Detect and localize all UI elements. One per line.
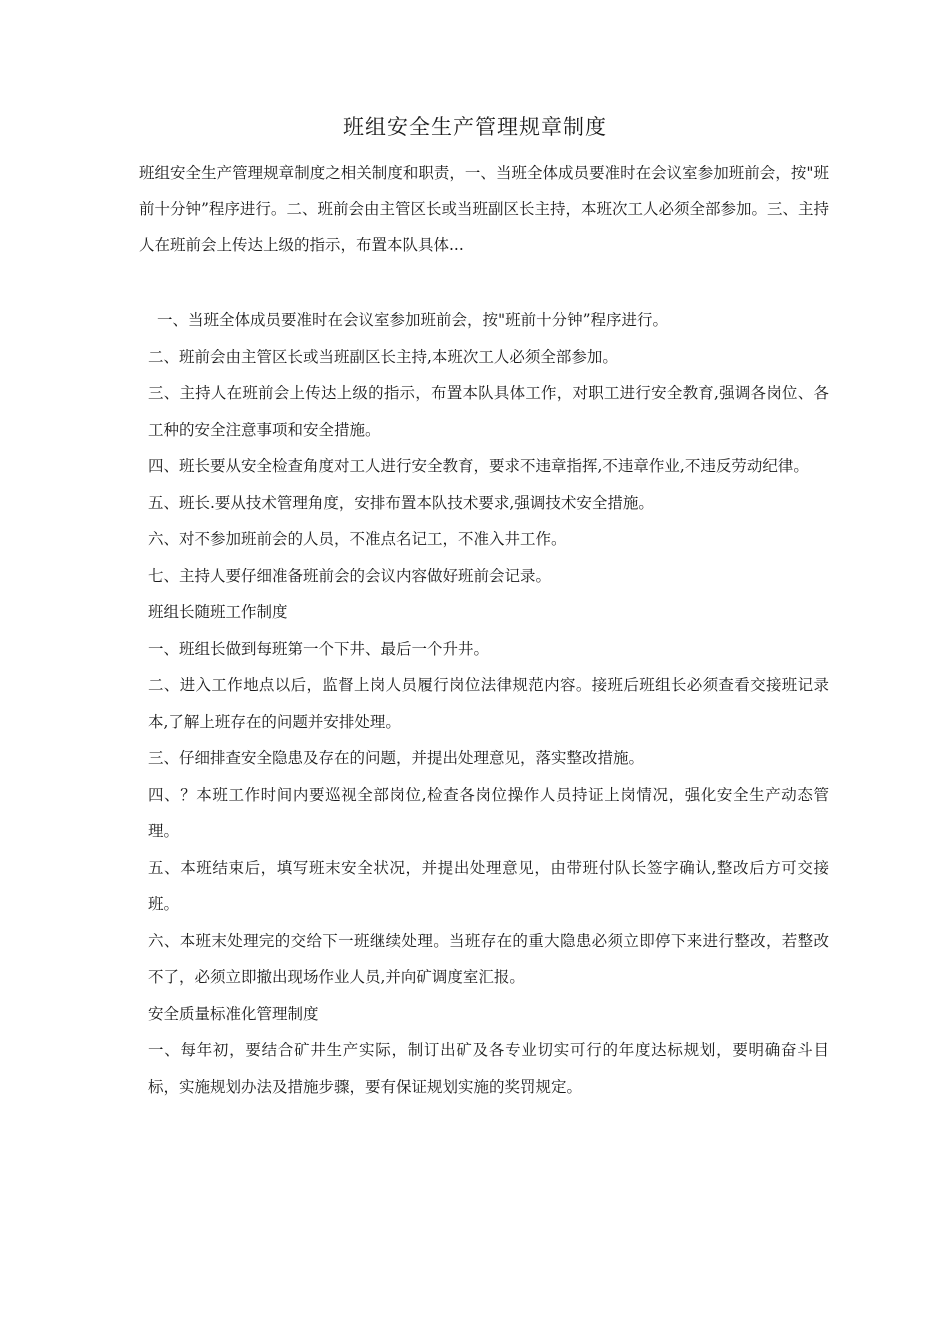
paragraph: 三、仔细排查安全隐患及存在的问题，并提出处理意见，落实整改措施。 [148, 749, 645, 767]
document-summary: 班组安全生产管理规章制度之相关制度和职责，一、当班全体成员要准时在会议室参加班前会，按"班前十分钟”程序进行。二、班前会由主管区长或当班副区长主持，本班次工人必须全部参加。三、主持人在班前会上传达上级的指示，布置本队具体... [139, 164, 829, 254]
paragraph: 六、本班末处理完的交给下一班继续处理。当班存在的重大隐患必须立即停下来进行整改，若整改不了，必须立即撤出现场作业人员,并向矿调度室汇报。 [148, 931, 829, 986]
paragraph: 七、主持人要仔细准备班前会的会议内容做好班前会记录。 [148, 566, 552, 585]
paragraph: 一、每年初，要结合矿井生产实际，制订出矿及各专业切实可行的年度达标规划，要明确奋斗目标，实施规划办法及措施步骤，要有保证规划实施的奖罚规定。 [148, 1041, 829, 1096]
section-heading: 安全质量标准化管理制度 [148, 1004, 319, 1023]
paragraph: 四、？本班工作时间内要巡视全部岗位,检查各岗位操作人员持证上岗情况，强化安全生产动态管理。 [148, 785, 829, 840]
paragraph: 四、班长要从安全检查角度对工人进行安全教育，要求不违章指挥,不违章作业,不违反劳动纪律。 [148, 457, 809, 475]
document-title: 班组安全生产管理规章制度 [343, 115, 607, 139]
document-body [139, 302, 829, 1105]
section-heading: 班组长随班工作制度 [148, 603, 288, 621]
paragraph: 一、当班全体成员要准时在会议室参加班前会，按"班前十分钟”程序进行。 [157, 311, 669, 329]
paragraph: 五、本班结束后，填写班末安全状况，并提出处理意见，由带班付队长签字确认,整改后方可交接班。 [148, 858, 829, 913]
paragraph: 六、对不参加班前会的人员，不准点名记工，不准入井工作。 [148, 530, 567, 548]
paragraph: 二、进入工作地点以后，监督上岗人员履行岗位法律规范内容。接班后班组长必须查看交接班记录本,了解上班存在的问题并安排处理。 [148, 676, 829, 731]
paragraph: 五、班长.要从技术管理角度，安排布置本队技术要求,强调技术安全措施。 [148, 493, 654, 512]
paragraph: 三、主持人在班前会上传达上级的指示，布置本队具体工作，对职工进行安全教育,强调各岗位、各工种的安全注意事项和安全措施。 [148, 384, 829, 439]
paragraph: 二、班前会由主管区长或当班副区长主持,本班次工人必须全部参加。 [148, 347, 618, 366]
paragraph: 一、班组长做到每班第一个下井、最后一个升井。 [148, 639, 490, 658]
